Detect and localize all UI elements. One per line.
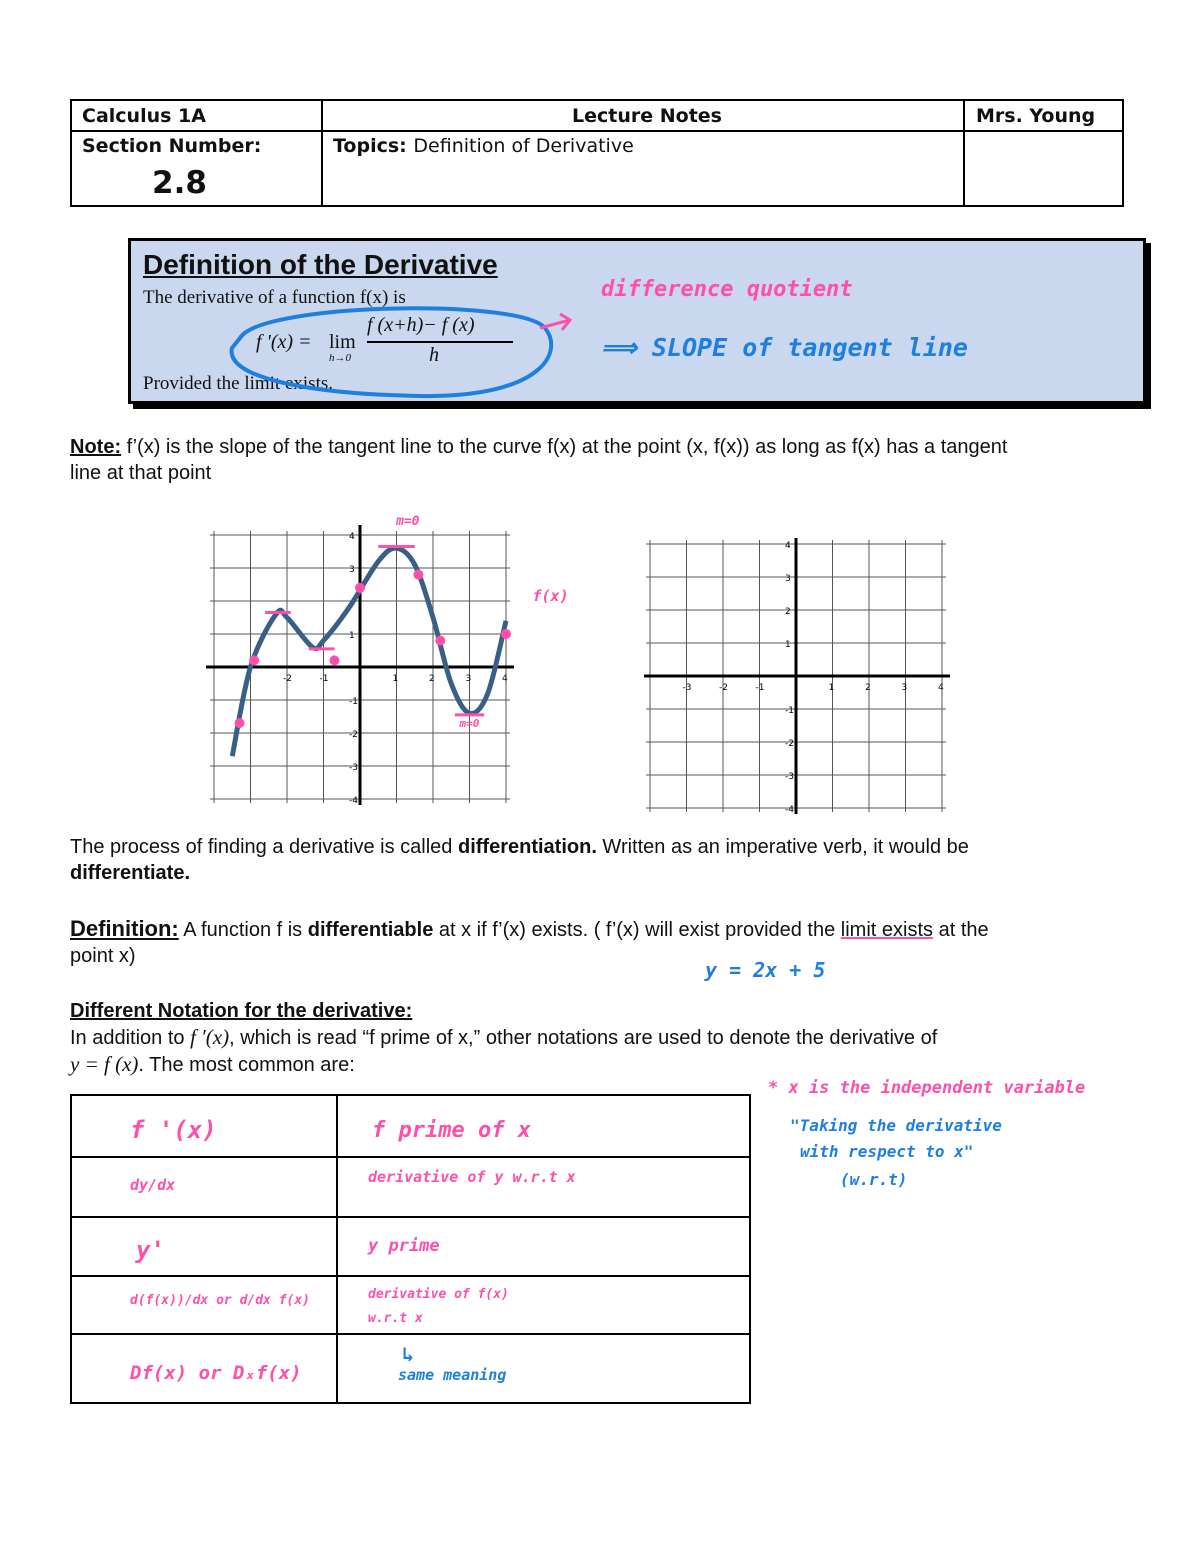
divider bbox=[72, 130, 1122, 132]
annotation-linear-example: y = 2x + 5 bbox=[705, 958, 826, 982]
side-note-wrt: with respect to x" bbox=[800, 1142, 974, 1161]
section-label: Section Number: bbox=[82, 135, 262, 157]
note-label: Note: bbox=[70, 436, 122, 458]
topics-value: Definition of Derivative bbox=[413, 135, 634, 157]
notation-line1a: In addition to bbox=[70, 1027, 191, 1049]
formula-lim: lim bbox=[329, 331, 356, 353]
term-differentiate: differentiate. bbox=[70, 862, 191, 884]
x-tick-label: 1 bbox=[392, 674, 399, 684]
process-text2: Written as an imperative verb, it would be bbox=[596, 836, 969, 858]
y-tick-label: -1 bbox=[785, 706, 794, 716]
symbol-fprime: f '(x) bbox=[130, 1116, 217, 1144]
definition-text3: at the bbox=[933, 919, 989, 941]
definition-text1: A function f is bbox=[178, 919, 308, 941]
course-name: Calculus 1A bbox=[82, 105, 206, 127]
formula-lhs: f '(x) = bbox=[256, 331, 312, 353]
y-tick-label: 1 bbox=[349, 631, 355, 641]
divider bbox=[72, 1275, 749, 1277]
y-tick-label: 3 bbox=[785, 574, 791, 584]
x-tick-label: 3 bbox=[465, 674, 472, 684]
min-annotation: m=0 bbox=[459, 717, 480, 730]
y-tick-label: 3 bbox=[349, 565, 355, 575]
definition-text2: at x if f’(x) exists. ( f’(x) will exist provided the bbox=[433, 919, 841, 941]
definition-paragraph bbox=[70, 916, 1150, 969]
annotation-slope: ⟹ SLOPE of tangent line bbox=[601, 333, 968, 362]
x-tick-label: 3 bbox=[901, 683, 908, 693]
side-note-taking: "Taking the derivative bbox=[790, 1116, 1002, 1135]
tangent-point bbox=[413, 570, 423, 580]
definition-title: Definition of the Derivative bbox=[143, 249, 498, 280]
divider bbox=[321, 101, 323, 205]
annotation-difference-quotient: difference quotient bbox=[601, 277, 853, 302]
header-table bbox=[70, 99, 1124, 207]
grid-right bbox=[644, 538, 950, 815]
tangent-point bbox=[501, 629, 511, 639]
arrow-down-icon: ↳ bbox=[402, 1342, 415, 1366]
y-tick-label: 2 bbox=[785, 607, 791, 617]
y-tick-label: -3 bbox=[349, 763, 358, 773]
x-tick-label: 2 bbox=[429, 674, 435, 684]
tangent-point bbox=[235, 718, 245, 728]
symbol-D: Df(x) or Dₓf(x) bbox=[130, 1362, 302, 1384]
x-tick-label: -2 bbox=[283, 674, 292, 684]
topics-label: Topics: bbox=[333, 135, 407, 157]
meaning-ddx: derivative of f(x) w.r.t x bbox=[368, 1287, 509, 1326]
tangent-point bbox=[435, 636, 445, 646]
doc-type: Lecture Notes bbox=[572, 105, 722, 127]
process-paragraph bbox=[70, 834, 1150, 886]
process-text1: The process of finding a derivative is called bbox=[70, 836, 458, 858]
y-tick-label: -2 bbox=[785, 739, 794, 749]
term-differentiation: differentiation. bbox=[457, 836, 597, 858]
topics bbox=[333, 135, 634, 157]
curve-label: f(x) bbox=[532, 587, 569, 605]
divider bbox=[336, 1096, 338, 1402]
graph-left bbox=[200, 505, 570, 815]
y-tick-label: -4 bbox=[349, 796, 358, 806]
formula-numerator: f (x+h)− f (x) bbox=[367, 314, 475, 336]
annotation-circle bbox=[220, 298, 580, 408]
y-tick-label: -3 bbox=[785, 772, 794, 782]
x-tick-label: -2 bbox=[719, 683, 728, 693]
meaning-dydx: derivative of y w.r.t x bbox=[368, 1168, 576, 1186]
y-tick-label: 4 bbox=[785, 541, 791, 551]
x-tick-label: -1 bbox=[319, 674, 329, 684]
definition-label: Definition: bbox=[70, 916, 179, 941]
limit-exists: limit exists bbox=[840, 919, 934, 941]
y-tick-label: -1 bbox=[349, 697, 358, 707]
meaning-fprime: f prime of x bbox=[372, 1118, 531, 1143]
side-note-abbrev: (w.r.t) bbox=[840, 1170, 908, 1189]
y-tick-label: -2 bbox=[349, 730, 358, 740]
formula-denominator: h bbox=[429, 344, 439, 366]
divider bbox=[963, 101, 965, 205]
note-line2: line at that point bbox=[70, 462, 212, 484]
divider bbox=[72, 1216, 749, 1218]
notation-heading: Different Notation for the derivative: bbox=[70, 1000, 413, 1022]
max-annotation: m=0 bbox=[396, 514, 420, 529]
notation-paragraph bbox=[70, 998, 1150, 1078]
x-tick-label: 2 bbox=[865, 683, 871, 693]
y-tick-label: 1 bbox=[785, 640, 791, 650]
y-tick-label: -4 bbox=[785, 805, 794, 815]
graph-annotations bbox=[235, 514, 569, 730]
x-tick-label: -3 bbox=[682, 683, 692, 693]
definition-intro: The derivative of a function f(x) is bbox=[143, 287, 406, 308]
symbol-ddx: d(f(x))/dx or d/dx f(x) bbox=[130, 1293, 311, 1308]
formula-sub: h→0 bbox=[329, 352, 351, 364]
symbol-yprime: y' bbox=[136, 1236, 165, 1264]
term-differentiable: differentiable bbox=[307, 919, 434, 941]
divider bbox=[72, 1156, 749, 1158]
x-tick-label: -1 bbox=[755, 683, 765, 693]
notation-line1b: , which is read “f prime of x,” other notations are used to denote the derivative of bbox=[229, 1027, 938, 1049]
section-number: 2.8 bbox=[152, 165, 207, 201]
meaning-yprime: y prime bbox=[368, 1236, 440, 1256]
notation-fprime: f ′(x) bbox=[190, 1025, 230, 1049]
meaning-D: same meaning bbox=[398, 1366, 507, 1384]
y-tick-label: 4 bbox=[349, 532, 355, 542]
teacher-name: Mrs. Young bbox=[976, 105, 1096, 127]
divider bbox=[72, 1333, 749, 1335]
tangent-point bbox=[355, 583, 365, 593]
definition-line2: point x) bbox=[70, 945, 136, 967]
notation-table bbox=[70, 1094, 751, 1404]
note-paragraph bbox=[70, 434, 1150, 486]
tangent-point bbox=[329, 655, 339, 665]
x-tick-label: 4 bbox=[502, 674, 508, 684]
definition-proviso: Provided the limit exists. bbox=[143, 373, 333, 394]
symbol-dydx: dy/dx bbox=[130, 1176, 176, 1194]
note-line1: f’(x) is the slope of the tangent line to the curve f(x) at the point (x, f(x)) as long as f(x) has a tangent bbox=[121, 436, 1008, 458]
notation-y-equals: y = f (x) bbox=[70, 1052, 139, 1076]
tangent-point bbox=[249, 655, 259, 665]
x-tick-label: 4 bbox=[938, 683, 944, 693]
side-note-independent: * x is the independent variable bbox=[768, 1078, 1086, 1098]
notation-line2b: . The most common are: bbox=[138, 1054, 355, 1076]
x-tick-label: 1 bbox=[828, 683, 835, 693]
graph-right bbox=[640, 532, 950, 817]
